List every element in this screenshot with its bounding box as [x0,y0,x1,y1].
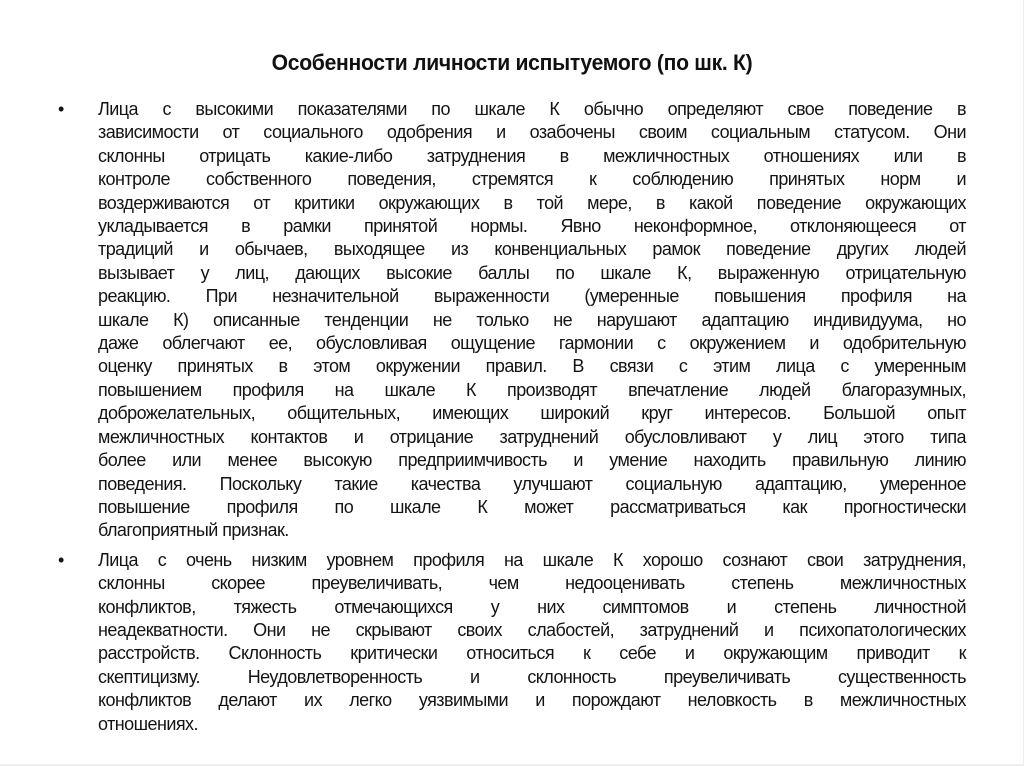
bullet-text [98,549,968,736]
text-line: вызывает у лиц, дающих высокие баллы по шкале К, выраженную отрицательную [98,262,966,283]
text-line: реакцию. При незначительной выраженности (умеренные повышения профиля на [98,286,966,307]
text-line: даже облегчают ее, обусловливая ощущение гармонии с окружением и одобрительную [98,333,966,354]
text-line: неадекватности. Они не скрывают своих слабостей, затруднений и психопатологических [98,619,966,640]
bullet-text [98,98,968,543]
text-line: отношениях. [98,713,198,734]
text-line: доброжелательных, общительных, имеющих широкий круг интересов. Большой опыт [98,403,966,424]
text-line: шкале К) описанные тенденции не только не нарушают адаптацию индивидуума, но [98,309,966,330]
bullet-item-high-k [58,98,968,543]
text-line: Лица с высокими показателями по шкале К обычно определяют свое поведение в [98,99,966,119]
text-line: традиций и обычаев, выходящее из конвенциальных рамок поведение других людей [98,239,966,260]
text-line: благоприятный признак. [98,520,289,541]
text-line: скептицизму. Неудовлетворенность и склонность преувеличивать существенность [98,666,966,687]
slide-title: Особенности личности испытуемого (по шк. К) [271,50,753,75]
text-line: более или менее высокую предприимчивость и умение находить правильную линию [98,450,966,471]
text-line: поведения. Поскольку такие качества улучшают социальную адаптацию, умеренное [98,473,966,494]
bullet-icon: • [58,99,65,119]
text-line: воздерживаются от критики окружающих в той мере, в какой поведение окружающих [98,192,966,213]
text-line: зависимости от социального одобрения и озабочены своим социальным статусом. Они [98,122,966,143]
bullet-list [58,98,968,742]
text-line: контроле собственного поведения, стремятся к соблюдению принятых норм и [98,169,966,190]
text-line: оценку принятых в этом окружении правил. В связи с этим лица с умеренным [98,356,966,377]
text-line: повышение профиля по шкале К может рассматриваться как прогностически [98,496,966,517]
text-line: склонны отрицать какие-либо затруднения в межличностных отношениях или в [98,145,966,166]
text-line: расстройств. Склонность критически относиться к себе и окружающим приводит к [98,643,966,664]
text-line: конфликтов, тяжесть отмечающихся у них симптомов и степень личностной [98,596,966,617]
text-line: межличностных контактов и отрицание затруднений обусловливают у лиц этого типа [98,426,966,447]
bullet-icon: • [58,549,65,570]
text-line: склонны скорее преувеличивать, чем недооценивать степень межличностных [98,573,966,594]
text-line: Лица с очень низким уровнем профиля на шкале К хорошо сознают свои затруднения, [98,549,966,570]
text-line: укладывается в рамки принятой нормы. Явно неконформное, отклоняющееся от [98,216,966,237]
bullet-item-low-k [58,549,968,736]
text-line: конфликтов делают их легко уязвимыми и порождают неловкость в межличностных [98,690,966,711]
text-line: повышением профиля на шкале К производят впечатление людей благоразумных, [98,379,966,400]
